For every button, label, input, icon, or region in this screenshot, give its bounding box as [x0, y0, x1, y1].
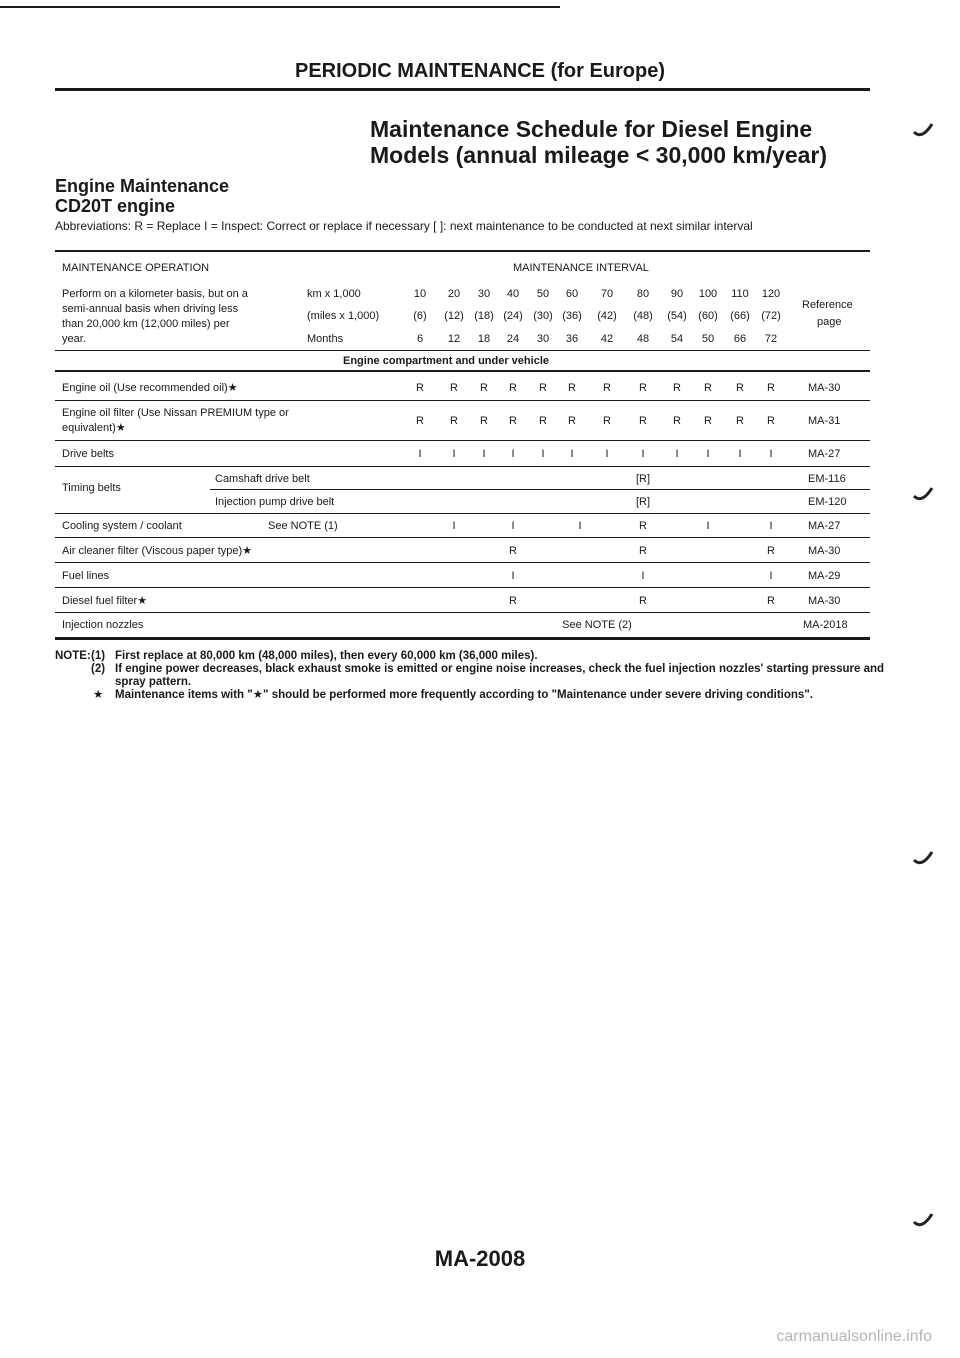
row-timing-pump-value: [R] [635, 496, 651, 508]
row-timing-camshaft-label: Camshaft drive belt [215, 473, 310, 485]
schedule-title-line1: Maintenance Schedule for Diesel Engine [370, 116, 813, 142]
interval-cell: R [673, 382, 681, 394]
compartment-header: Engine compartment and under vehicle [343, 355, 549, 367]
interval-miles-value: (12) [444, 310, 464, 322]
row-oil-filter-label2: equivalent)★ [62, 422, 126, 434]
interval-cell: R [603, 382, 611, 394]
interval-months-value: 50 [701, 333, 715, 345]
interval-cell: I [675, 448, 679, 460]
interval-cell: R [568, 415, 576, 427]
row-nozzles-value: See NOTE (2) [562, 619, 632, 631]
interval-km-value: 70 [600, 288, 614, 300]
interval-cell: I [452, 520, 456, 532]
row-air-cleaner-label: Air cleaner filter (Viscous paper type)★ [62, 545, 253, 557]
header-rule [55, 88, 870, 91]
interval-miles-value: (66) [730, 310, 750, 322]
interval-months-value: 54 [670, 333, 684, 345]
interval-cell: I [738, 448, 742, 460]
interval-months-value: 18 [477, 333, 491, 345]
interval-cell: R [509, 545, 517, 557]
note-2 [55, 663, 885, 689]
note-1-num: (1) [91, 650, 106, 662]
interval-cell: R [509, 382, 517, 394]
interval-cell: I [570, 448, 574, 460]
note-1-text: First replace at 80,000 km (48,000 miles), then every 60,000 km (36,000 miles). [115, 650, 538, 662]
row-rule [55, 400, 870, 401]
rule-under-compartment [55, 370, 870, 372]
row-rule [55, 440, 870, 441]
row-nozzles-label: Injection nozzles [62, 619, 144, 631]
interval-cell: R [480, 415, 488, 427]
interval-months-value: 72 [764, 333, 778, 345]
row-rule [210, 489, 870, 490]
interval-cell: R [736, 415, 744, 427]
interval-km-value: 20 [447, 288, 461, 300]
perform-text-2: semi-annual basis when driving less [62, 303, 239, 315]
interval-miles-value: (60) [698, 310, 718, 322]
interval-cell: I [769, 448, 773, 460]
perform-text-4: year. [62, 333, 86, 345]
row-drive-belts-ref: MA-27 [808, 448, 841, 460]
table-bottom-rule [55, 637, 870, 640]
section-title-line1: Engine Maintenance [55, 176, 230, 196]
interval-cell: R [450, 382, 458, 394]
row-rule [55, 587, 870, 588]
row-rule [55, 537, 870, 538]
interval-cell: R [704, 415, 712, 427]
note-1 [55, 650, 885, 663]
abbreviations-text: Abbreviations: R = Replace I = Inspect: Correct or replace if necessary [ ]: next maintenance to be conducted at next similar interval [55, 219, 753, 233]
row-fuel-filter-label: Diesel fuel filter★ [62, 595, 148, 607]
interval-cell: R [673, 415, 681, 427]
interval-km-value: 110 [731, 288, 749, 300]
interval-months-value: 30 [536, 333, 550, 345]
row-cooling-label: Cooling system / coolant [62, 520, 182, 532]
interval-months-value: 12 [447, 333, 461, 345]
note-3 [55, 689, 885, 702]
interval-cell: R [416, 382, 424, 394]
interval-cell: I [605, 448, 609, 460]
perform-text-3: than 20,000 km (12,000 miles) per [62, 318, 230, 330]
interval-km-value: 40 [506, 288, 520, 300]
interval-miles-value: (72) [761, 310, 781, 322]
unit-km: km x 1,000 [307, 288, 361, 300]
row-oil-filter-ref: MA-31 [808, 415, 841, 427]
interval-cell: I [452, 448, 456, 460]
interval-cell: I [511, 448, 515, 460]
scan-tick-mark [912, 1212, 934, 1230]
interval-cell: I [511, 520, 515, 532]
interval-cell: R [736, 382, 744, 394]
row-oil-filter-label: Engine oil filter (Use Nissan PREMIUM type or [62, 407, 289, 419]
row-fuel-lines-ref: MA-29 [808, 570, 841, 582]
interval-months-value: 66 [733, 333, 747, 345]
note-3-text: Maintenance items with "★" should be performed more frequently according to "Maintenance under severe driving conditions". [115, 689, 813, 701]
interval-cell: I [706, 448, 710, 460]
row-nozzles-ref: MA-2018 [803, 619, 848, 631]
perform-text-1: Perform on a kilometer basis, but on a [62, 288, 248, 300]
interval-months-value: 42 [600, 333, 614, 345]
interval-cell: R [603, 415, 611, 427]
page-number: MA-2008 [434, 1246, 526, 1271]
ref-header-2: page [817, 316, 842, 328]
interval-km-value: 50 [536, 288, 550, 300]
row-rule [55, 466, 870, 467]
interval-cell: I [482, 448, 486, 460]
row-rule [55, 562, 870, 563]
interval-miles-value: (24) [503, 310, 523, 322]
interval-cell: R [639, 382, 647, 394]
interval-cell: I [641, 570, 645, 582]
interval-km-value: 90 [670, 288, 684, 300]
row-air-cleaner-ref: MA-30 [808, 545, 841, 557]
interval-cell: I [706, 520, 710, 532]
interval-miles-value: (54) [667, 310, 687, 322]
interval-months-value: 36 [565, 333, 579, 345]
row-rule [55, 513, 870, 514]
interval-cell: R [509, 595, 517, 607]
section-title-line2: CD20T engine [55, 196, 176, 216]
note-3-star: ★ [93, 689, 104, 701]
interval-cell: R [639, 520, 647, 532]
interval-cell: R [568, 382, 576, 394]
interval-km-value: 100 [698, 288, 718, 300]
interval-cell: R [539, 415, 547, 427]
interval-cell: I [769, 520, 773, 532]
table-top-rule [55, 250, 870, 252]
interval-miles-value: (6) [413, 310, 427, 322]
row-timing-belts-label: Timing belts [62, 482, 121, 494]
row-fuel-lines-label: Fuel lines [62, 570, 110, 582]
row-timing-pump-ref: EM-120 [808, 496, 847, 508]
interval-miles-value: (30) [533, 310, 553, 322]
rule-under-interval [55, 350, 870, 351]
interval-cell: R [416, 415, 424, 427]
scan-tick-mark [912, 850, 934, 868]
row-engine-oil-label: Engine oil (Use recommended oil)★ [62, 382, 238, 394]
scan-tick-mark [912, 486, 934, 504]
interval-cell: I [511, 570, 515, 582]
interval-cell: R [450, 415, 458, 427]
note-2-text: If engine power decreases, black exhaust smoke is emitted or engine noise increases, check the fuel injection nozzles' starting pressure and spray pattern. [115, 663, 885, 688]
interval-header: MAINTENANCE INTERVAL [513, 262, 649, 274]
interval-miles-value: (48) [633, 310, 653, 322]
interval-cell: I [541, 448, 545, 460]
note-2-num: (2) [91, 663, 106, 675]
ref-header-1: Reference [802, 299, 853, 311]
unit-months: Months [307, 333, 344, 345]
note-1-key: NOTE: [55, 650, 91, 662]
interval-km-value: 30 [477, 288, 491, 300]
interval-cell: R [767, 545, 775, 557]
interval-cell: R [767, 415, 775, 427]
interval-cell: R [767, 382, 775, 394]
interval-km-value: 80 [636, 288, 650, 300]
row-engine-oil-ref: MA-30 [808, 382, 841, 394]
interval-km-value: 120 [761, 288, 781, 300]
interval-km-value: 10 [413, 288, 427, 300]
interval-cell: I [418, 448, 422, 460]
watermark-text: carmanualsonline.info [776, 1328, 932, 1345]
row-timing-pump-label: Injection pump drive belt [215, 496, 335, 508]
interval-cell: R [704, 382, 712, 394]
row-cooling-note: See NOTE (1) [268, 520, 338, 532]
row-timing-camshaft-value: [R] [635, 473, 651, 485]
interval-miles-value: (42) [597, 310, 617, 322]
interval-cell: R [480, 382, 488, 394]
row-cooling-ref: MA-27 [808, 520, 841, 532]
scan-top-line [0, 6, 560, 8]
op-header: MAINTENANCE OPERATION [62, 262, 210, 274]
interval-cell: R [767, 595, 775, 607]
notes-block [55, 650, 885, 702]
interval-cell: R [509, 415, 517, 427]
interval-cell: R [639, 595, 647, 607]
interval-cell: R [539, 382, 547, 394]
page-header-title: PERIODIC MAINTENANCE (for Europe) [295, 60, 665, 82]
interval-months-value: 6 [416, 333, 424, 345]
interval-miles-value: (36) [562, 310, 582, 322]
interval-cell: I [578, 520, 582, 532]
interval-cell: I [641, 448, 645, 460]
interval-km-value: 60 [565, 288, 579, 300]
scan-tick-mark [912, 122, 934, 140]
interval-months-value: 24 [506, 333, 520, 345]
schedule-title-line2: Models (annual mileage < 30,000 km/year) [370, 142, 828, 168]
interval-cell: I [769, 570, 773, 582]
row-drive-belts-label: Drive belts [62, 448, 114, 460]
interval-miles-value: (18) [474, 310, 494, 322]
unit-miles: (miles x 1,000) [307, 310, 380, 322]
interval-cell: R [639, 545, 647, 557]
interval-months-value: 48 [636, 333, 650, 345]
interval-cell: R [639, 415, 647, 427]
row-rule [55, 612, 870, 613]
row-timing-camshaft-ref: EM-116 [808, 473, 846, 485]
row-fuel-filter-ref: MA-30 [808, 595, 841, 607]
